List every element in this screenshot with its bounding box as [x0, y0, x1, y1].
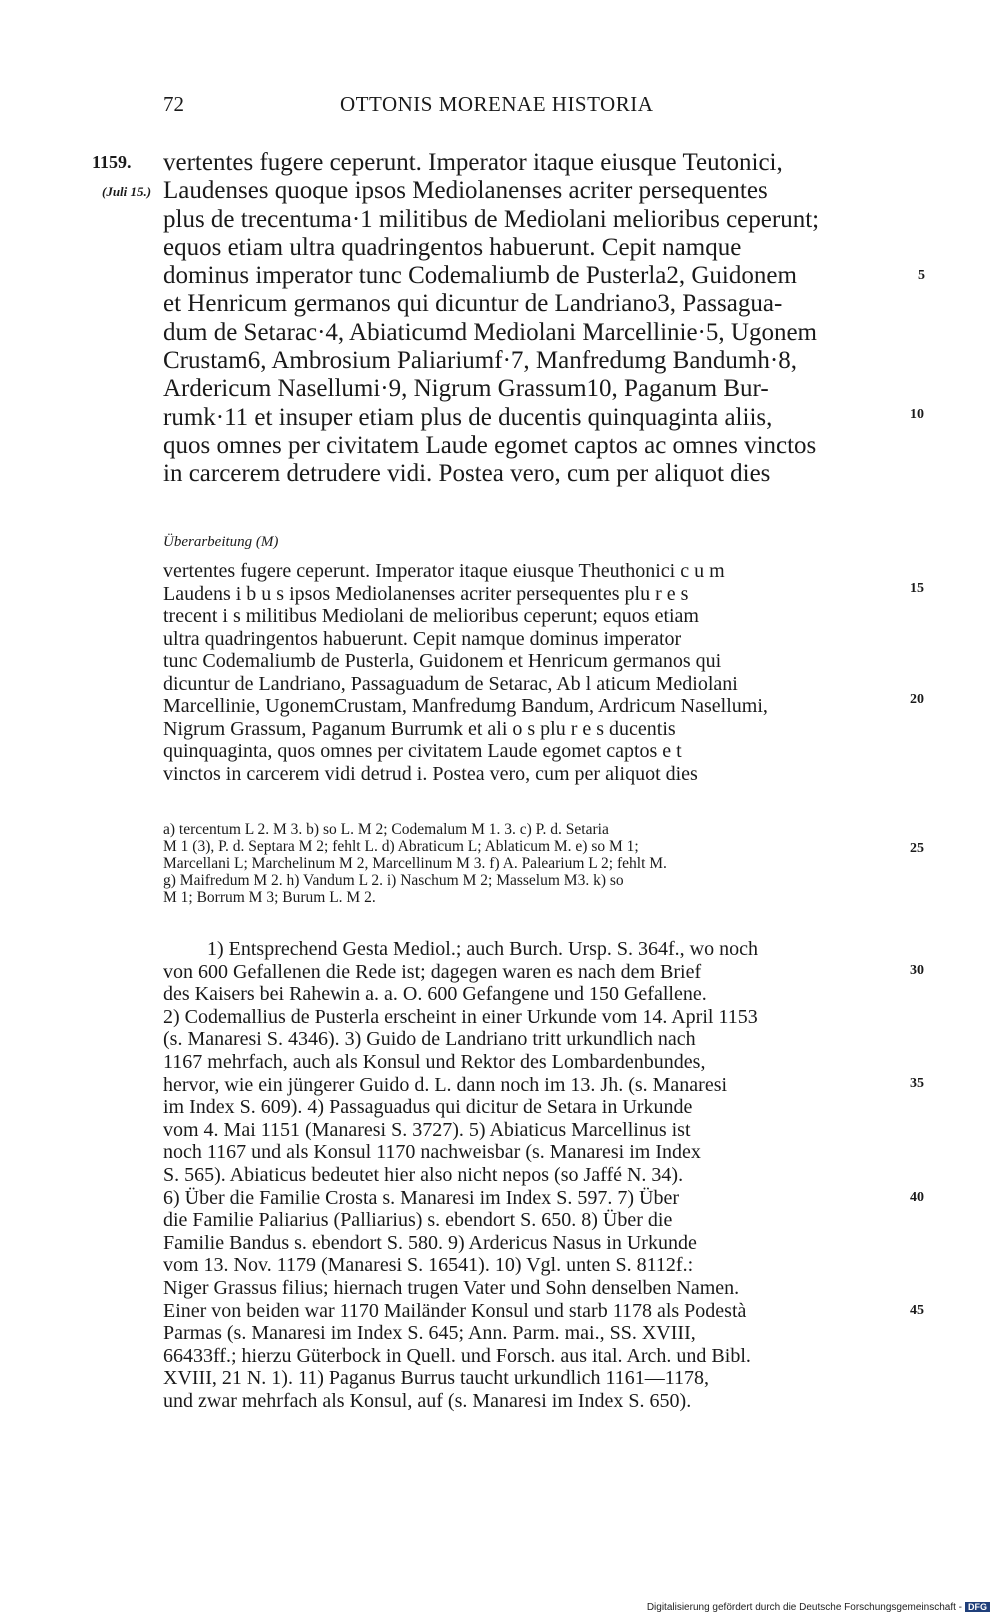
- revision-line: Marcellinie, UgonemCrustam, Manfredumg Bandum, Ardricum Nasellumi,: [163, 695, 768, 717]
- footnote-line: Parmas (s. Manaresi im Index S. 645; Ann. Parm. mai., SS. XVIII,: [163, 1322, 696, 1345]
- footnote-line: 6) Über die Familie Crosta s. Manaresi im Index S. 597. 7) Über: [163, 1186, 680, 1209]
- dfg-credit: [647, 1602, 990, 1613]
- main-line: quos omnes per civitatem Laude egomet captos ac omnes vinctos: [163, 431, 817, 459]
- footnote-line: Niger Grassus filius; hiernach trugen Vater und Sohn denselben Namen.: [163, 1276, 740, 1299]
- footnote-line: noch 1167 und als Konsul 1170 nachweisbar (s. Manaresi im Index: [163, 1141, 701, 1164]
- main-line: Ardericum Nasellumi·9, Nigrum Grassum10, Paganum Bur-: [163, 375, 769, 403]
- footnote-line: Einer von beiden war 1170 Mailänder Konsul und starb 1178 als Podestà: [163, 1299, 747, 1322]
- footnote-line: 66433ff.; hierzu Güterbock in Quell. und Forsch. aus ital. Arch. und Bibl.: [163, 1344, 751, 1367]
- footnote-line: vom 13. Nov. 1179 (Manaresi S. 16541). 10) Vgl. unten S. 8112f.:: [163, 1254, 694, 1277]
- line-number-10: 10: [910, 407, 924, 422]
- footnote-line: S. 565). Abiaticus bedeutet hier also nicht nepos (so Jaffé N. 34).: [163, 1163, 684, 1186]
- revision-line: ultra quadringentos habuerunt. Cepit namque dominus imperator: [163, 627, 682, 650]
- footnote-line: des Kaisers bei Rahewin a. a. O. 600 Gefangene und 150 Gefallene.: [163, 983, 707, 1006]
- footnote-line: 1167 mehrfach, auch als Konsul und Rektor des Lombardenbundes,: [163, 1050, 706, 1073]
- main-line: et Henricum germanos qui dicuntur de Landriano3, Passagua-: [163, 290, 783, 318]
- dfg-logo: DFG: [965, 1602, 990, 1612]
- apparatus-line: M 1 (3), P. d. Septara M 2; fehlt L. d) Abraticum L; Ablaticum M. e) so M 1;: [163, 838, 639, 855]
- line-number-20: 20: [910, 692, 924, 707]
- line-number-40: 40: [910, 1190, 924, 1205]
- main-line: dum de Setarac·4, Abiaticumd Mediolani Marcellinie·5, Ugonem: [163, 318, 817, 346]
- revision-line: Laudens i b u s ipsos Mediolanenses acriter persequentes plu r e s: [163, 582, 689, 605]
- revision-heading: Überarbeitung (M): [163, 534, 279, 550]
- line-number-35: 35: [910, 1076, 924, 1091]
- line-number-15: 15: [910, 581, 924, 596]
- main-line: plus de trecentuma·1 militibus de Mediolani melioribus ceperunt;: [163, 205, 820, 233]
- footnote-line: von 600 Gefallenen die Rede ist; dagegen waren es nach dem Brief: [163, 960, 702, 983]
- footnote-line: und zwar mehrfach als Konsul, auf (s. Manaresi im Index S. 650).: [163, 1389, 692, 1412]
- critical-apparatus: [163, 821, 898, 906]
- footnotes: [163, 938, 898, 1412]
- footnote-line: (s. Manaresi S. 4346). 3) Guido de Landriano tritt urkundlich nach: [163, 1028, 696, 1051]
- line-number-5: 5: [918, 268, 925, 283]
- margin-year: 1159.: [92, 152, 132, 172]
- main-line: Laudenses quoque ipsos Mediolanenses acriter persequentes: [163, 177, 768, 205]
- dfg-credit-text: Digitalisierung gefördert durch die Deutsche Forschungsgemeinschaft -: [646, 1602, 962, 1613]
- line-number-45: 45: [910, 1303, 924, 1318]
- apparatus-line: Marcellani L; Marchelinum M 2, Marcellinum M 3. f) A. Palearium L 2; fehlt M.: [163, 855, 667, 872]
- revision-line: Nigrum Grassum, Paganum Burrumk et ali o s plu r e s ducentis: [163, 717, 676, 740]
- main-line: Crustam6, Ambrosium Paliariumf·7, Manfredumg Bandumh·8,: [163, 347, 797, 375]
- revision-line: dicuntur de Landriano, Passaguadum de Setarac, Ab l aticum Mediolani: [163, 672, 738, 695]
- footnote-line: 1) Entsprechend Gesta Mediol.; auch Burch. Ursp. S. 364f., wo noch: [207, 938, 758, 960]
- revision-line: tunc Codemaliumb de Pusterla, Guidonem et Henricum germanos qui: [163, 650, 722, 672]
- main-line: rumk·11 et insuper etiam plus de ducentis quinquaginta aliis,: [163, 403, 773, 431]
- main-text: [163, 149, 898, 489]
- apparatus-line: M 1; Borrum M 3; Burum L. M 2.: [163, 889, 376, 906]
- margin-date: (Juli 15.): [102, 184, 152, 199]
- line-number-30: 30: [910, 963, 924, 978]
- line-number-25: 25: [910, 841, 924, 856]
- revision-line: trecent i s militibus Mediolani de melioribus ceperunt; equos etiam: [163, 605, 699, 627]
- footnote-line: hervor, wie ein jüngerer Guido d. L. dann noch im 13. Jh. (s. Manaresi: [163, 1073, 728, 1096]
- footnote-line: im Index S. 609). 4) Passaguadus qui dicitur de Setara in Urkunde: [163, 1096, 693, 1119]
- footnote-line: die Familie Paliarius (Palliarius) s. ebendort S. 650. 8) Über die: [163, 1209, 673, 1232]
- main-line: equos etiam ultra quadringentos habuerunt. Cepit namque: [163, 233, 742, 261]
- revision-text: [163, 560, 898, 785]
- revision-line: quinquaginta, quos omnes per civitatem Laude egomet captos e t: [163, 740, 682, 762]
- apparatus-line: g) Maifredum M 2. h) Vandum L 2. i) Naschum M 2; Masselum M3. k) so: [163, 872, 624, 889]
- running-title: OTTONIS MORENAE HISTORIA: [340, 92, 654, 116]
- footnote-line: 2) Codemallius de Pusterla erscheint in einer Urkunde vom 14. April 1153: [163, 1005, 758, 1028]
- footnote-line: XVIII, 21 N. 1). 11) Paganus Burrus taucht urkundlich 1161—1178,: [163, 1367, 710, 1390]
- main-line: in carcerem detrudere vidi. Postea vero, cum per aliquot dies: [163, 460, 771, 488]
- footnote-line: vom 4. Mai 1151 (Manaresi S. 3727). 5) Abiaticus Marcellinus ist: [163, 1118, 691, 1141]
- main-line: vertentes fugere ceperunt. Imperator itaque eiusque Teutonici,: [163, 149, 783, 176]
- footnote-line: Familie Bandus s. ebendort S. 580. 9) Ardericus Nasus in Urkunde: [163, 1231, 697, 1254]
- revision-line: vinctos in carcerem vidi detrud i. Postea vero, cum per aliquot dies: [163, 762, 698, 785]
- main-line: dominus imperator tunc Codemaliumb de Pusterla2, Guidonem: [163, 262, 797, 290]
- apparatus-line: a) tercentum L 2. M 3. b) so L. M 2; Codemalum M 1. 3. c) P. d. Setaria: [163, 821, 609, 838]
- page-number: 72: [163, 92, 184, 116]
- revision-line: vertentes fugere ceperunt. Imperator itaque eiusque Theuthonici c u m: [163, 560, 725, 582]
